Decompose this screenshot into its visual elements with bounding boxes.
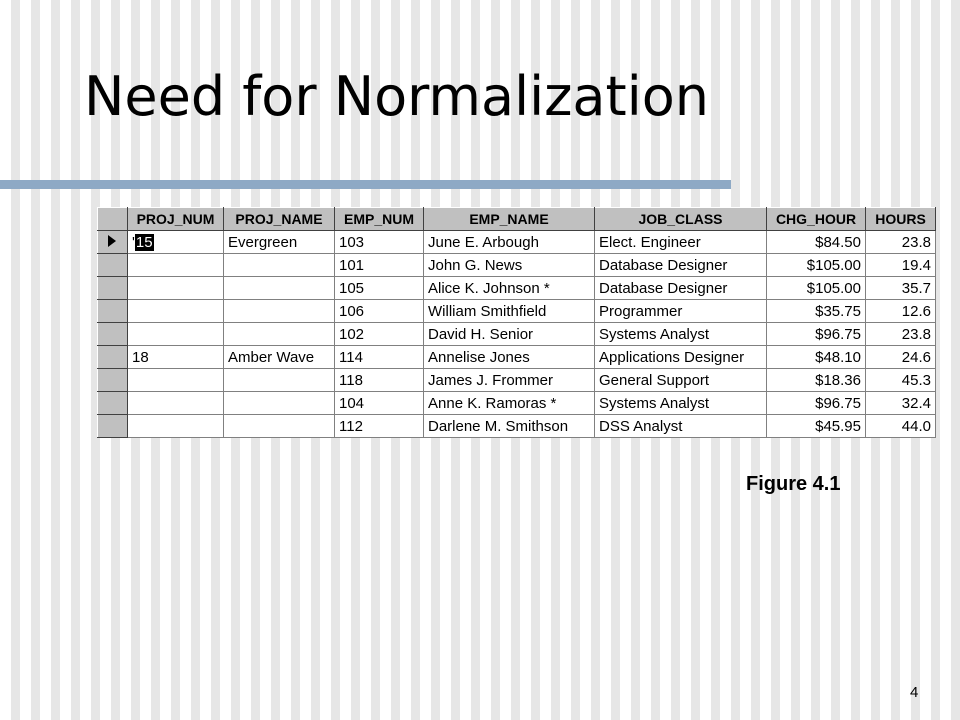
cell-chg-hour[interactable]: $96.75 bbox=[767, 392, 866, 415]
record-pointer-icon bbox=[108, 235, 116, 247]
cell-proj-name[interactable] bbox=[224, 392, 335, 415]
cell-emp-name[interactable]: Anne K. Ramoras * bbox=[424, 392, 595, 415]
cell-hours[interactable]: 23.8 bbox=[866, 231, 936, 254]
slide-title: Need for Normalization bbox=[84, 65, 709, 128]
cell-hours[interactable]: 24.6 bbox=[866, 346, 936, 369]
select-all-corner[interactable] bbox=[98, 208, 128, 231]
header-row bbox=[98, 208, 936, 231]
cell-emp-num[interactable]: 101 bbox=[335, 254, 424, 277]
cell-proj-num[interactable] bbox=[128, 300, 224, 323]
cell-job-class[interactable]: General Support bbox=[595, 369, 767, 392]
cell-proj-name[interactable] bbox=[224, 277, 335, 300]
row-selector[interactable] bbox=[98, 415, 128, 438]
cell-emp-name[interactable]: David H. Senior bbox=[424, 323, 595, 346]
row-selector[interactable] bbox=[98, 300, 128, 323]
cell-proj-num[interactable] bbox=[128, 415, 224, 438]
figure-caption: Figure 4.1 bbox=[746, 473, 841, 495]
cell-emp-name[interactable]: John G. News bbox=[424, 254, 595, 277]
cell-job-class[interactable]: Database Designer bbox=[595, 277, 767, 300]
cell-emp-num[interactable]: 103 bbox=[335, 231, 424, 254]
cell-emp-num[interactable]: 112 bbox=[335, 415, 424, 438]
cell-chg-hour[interactable]: $35.75 bbox=[767, 300, 866, 323]
column-header-proj-name[interactable]: PROJ_NAME bbox=[224, 208, 335, 231]
cell-job-class[interactable]: Elect. Engineer bbox=[595, 231, 767, 254]
cell-proj-name[interactable]: Evergreen bbox=[224, 231, 335, 254]
cell-chg-hour[interactable]: $48.10 bbox=[767, 346, 866, 369]
cell-hours[interactable]: 35.7 bbox=[866, 277, 936, 300]
cell-proj-num[interactable] bbox=[128, 254, 224, 277]
cell-chg-hour[interactable]: $45.95 bbox=[767, 415, 866, 438]
cell-emp-num[interactable]: 114 bbox=[335, 346, 424, 369]
cell-emp-name[interactable]: Darlene M. Smithson bbox=[424, 415, 595, 438]
cell-proj-name[interactable] bbox=[224, 254, 335, 277]
cell-proj-name[interactable] bbox=[224, 300, 335, 323]
row-selector[interactable] bbox=[98, 392, 128, 415]
page-number: 4 bbox=[910, 684, 919, 701]
cell-proj-num[interactable] bbox=[128, 323, 224, 346]
column-header-proj-num[interactable]: PROJ_NUM bbox=[128, 208, 224, 231]
row-selector[interactable] bbox=[98, 254, 128, 277]
column-header-emp-num[interactable]: EMP_NUM bbox=[335, 208, 424, 231]
cell-proj-name[interactable] bbox=[224, 323, 335, 346]
cell-job-class[interactable]: Programmer bbox=[595, 300, 767, 323]
cell-job-class[interactable]: Systems Analyst bbox=[595, 323, 767, 346]
cell-emp-num[interactable]: 105 bbox=[335, 277, 424, 300]
column-header-job-class[interactable]: JOB_CLASS bbox=[595, 208, 767, 231]
row-selector[interactable] bbox=[98, 231, 128, 254]
row-selector[interactable] bbox=[98, 369, 128, 392]
cell-chg-hour[interactable]: $18.36 bbox=[767, 369, 866, 392]
cell-proj-name[interactable]: Amber Wave bbox=[224, 346, 335, 369]
cell-chg-hour[interactable]: $105.00 bbox=[767, 254, 866, 277]
cell-emp-name[interactable]: Alice K. Johnson * bbox=[424, 277, 595, 300]
cell-proj-name[interactable] bbox=[224, 369, 335, 392]
cell-hours[interactable]: 45.3 bbox=[866, 369, 936, 392]
cell-emp-num[interactable]: 104 bbox=[335, 392, 424, 415]
cell-proj-num[interactable] bbox=[128, 231, 224, 254]
cell-emp-num[interactable]: 106 bbox=[335, 300, 424, 323]
project-employee-datasheet bbox=[97, 207, 936, 438]
table-row[interactable] bbox=[98, 346, 936, 369]
cell-proj-num[interactable]: 18 bbox=[128, 346, 224, 369]
cell-proj-num[interactable] bbox=[128, 392, 224, 415]
cell-job-class[interactable]: DSS Analyst bbox=[595, 415, 767, 438]
cell-job-class[interactable]: Database Designer bbox=[595, 254, 767, 277]
cell-proj-num-selected-text: 15 bbox=[135, 233, 153, 251]
table-row[interactable] bbox=[98, 254, 936, 277]
row-selector[interactable] bbox=[98, 323, 128, 346]
cell-emp-num[interactable]: 102 bbox=[335, 323, 424, 346]
cell-chg-hour[interactable]: $105.00 bbox=[767, 277, 866, 300]
table-row[interactable] bbox=[98, 369, 936, 392]
cell-emp-num[interactable]: 118 bbox=[335, 369, 424, 392]
column-header-emp-name[interactable]: EMP_NAME bbox=[424, 208, 595, 231]
cell-job-class[interactable]: Applications Designer bbox=[595, 346, 767, 369]
row-selector[interactable] bbox=[98, 346, 128, 369]
cell-chg-hour[interactable]: $84.50 bbox=[767, 231, 866, 254]
cell-emp-name[interactable]: Annelise Jones bbox=[424, 346, 595, 369]
cell-hours[interactable]: 12.6 bbox=[866, 300, 936, 323]
cell-emp-name[interactable]: William Smithfield bbox=[424, 300, 595, 323]
table-row[interactable] bbox=[98, 231, 936, 254]
cell-emp-name[interactable]: James J. Frommer bbox=[424, 369, 595, 392]
cell-proj-name[interactable] bbox=[224, 415, 335, 438]
table-row[interactable] bbox=[98, 277, 936, 300]
row-selector[interactable] bbox=[98, 277, 128, 300]
table-row[interactable] bbox=[98, 415, 936, 438]
cell-hours[interactable]: 23.8 bbox=[866, 323, 936, 346]
table-row[interactable] bbox=[98, 392, 936, 415]
cell-proj-num[interactable] bbox=[128, 369, 224, 392]
cell-proj-num-prefix: ' bbox=[132, 233, 135, 251]
cell-hours[interactable]: 19.4 bbox=[866, 254, 936, 277]
cell-hours[interactable]: 44.0 bbox=[866, 415, 936, 438]
cell-proj-num[interactable] bbox=[128, 277, 224, 300]
table-row[interactable] bbox=[98, 323, 936, 346]
column-header-hours[interactable]: HOURS bbox=[866, 208, 936, 231]
cell-emp-name[interactable]: June E. Arbough bbox=[424, 231, 595, 254]
cell-chg-hour[interactable]: $96.75 bbox=[767, 323, 866, 346]
column-header-chg-hour[interactable]: CHG_HOUR bbox=[767, 208, 866, 231]
cell-hours[interactable]: 32.4 bbox=[866, 392, 936, 415]
title-underline-bar bbox=[0, 180, 731, 189]
cell-job-class[interactable]: Systems Analyst bbox=[595, 392, 767, 415]
table-row[interactable] bbox=[98, 300, 936, 323]
